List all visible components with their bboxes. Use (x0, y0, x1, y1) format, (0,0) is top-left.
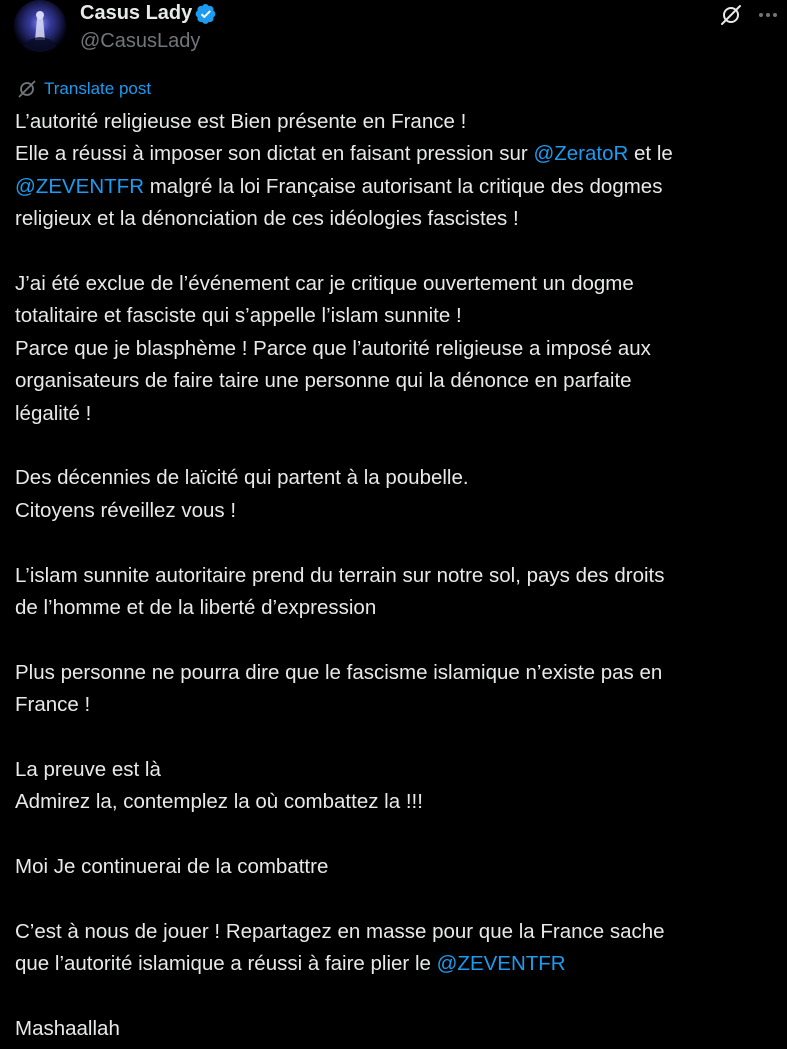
avatar-image (14, 0, 66, 52)
paragraph-gap (15, 527, 780, 559)
post-line: L’autorité religieuse est Bien présente en France ! (15, 110, 467, 133)
post-line: organisateurs de faire taire une personne qui la dénonce en parfaite (15, 369, 632, 393)
author-handle[interactable]: @CasusLady (80, 30, 201, 52)
post-text-segment: Elle a réussi à imposer son dictat en faisant pression sur (15, 142, 534, 166)
post-line: légalité ! (15, 401, 92, 425)
avatar[interactable] (14, 0, 66, 52)
paragraph-gap (15, 722, 780, 754)
paragraph-gap (15, 236, 780, 268)
paragraph-gap (15, 819, 780, 851)
mention-zeratorr-link[interactable]: @ZeratoR (533, 142, 629, 166)
post-line: La preuve est là (15, 758, 161, 782)
post-header (0, 0, 787, 64)
translate-post-label[interactable]: Translate post (44, 79, 152, 98)
post-line: J’ai été exclue de l’événement car je critique ouvertement un dogme (15, 272, 634, 296)
verified-badge-icon (195, 3, 217, 25)
post-text (15, 106, 780, 1046)
post-line: France ! (15, 693, 91, 717)
post-line: Plus personne ne pourra dire que le fascisme islamique n’existe pas en (15, 660, 663, 684)
mention-zeventfr-link[interactable]: @ZEVENTFR (436, 952, 566, 976)
more-options-icon[interactable] (756, 3, 780, 27)
translate-icon (17, 79, 37, 99)
post-line: Admirez la, contemplez la où combattez la !!! (15, 790, 423, 814)
paragraph-gap (15, 624, 780, 656)
post-line: C’est à nous de jouer ! Repartagez en masse pour que la France sache (15, 920, 665, 944)
post-line: Moi Je continuerai de la combattre (15, 855, 329, 879)
post-line: de l’homme et de la liberté d’expression (15, 596, 377, 620)
post-text-segment: et le (628, 142, 673, 166)
post-line: Parce que je blasphème ! Parce que l’autorité religieuse a imposé aux (15, 336, 651, 360)
post-line (15, 138, 780, 170)
post-line: Mashaallah (15, 1017, 120, 1041)
mention-zeventfr-link[interactable]: @ZEVENTFR (15, 174, 145, 198)
paragraph-gap (15, 884, 780, 916)
paragraph-gap (15, 430, 780, 462)
translate-post-link[interactable] (17, 78, 151, 100)
post-line (15, 171, 780, 203)
post-line: religieux et la dénonciation de ces idéologies fascistes ! (15, 207, 519, 231)
author-display-name[interactable]: Casus Lady (80, 2, 193, 24)
post-line: Citoyens réveillez vous ! (15, 498, 237, 522)
post-line: totalitaire et fasciste qui s’appelle l’islam sunnite ! (15, 304, 462, 328)
paragraph-gap (15, 981, 780, 1013)
post-line: L’islam sunnite autoritaire prend du terrain sur notre sol, pays des droits (15, 563, 665, 587)
post-text-segment: que l’autorité islamique a réussi à faire plier le (15, 952, 437, 976)
post-line (15, 948, 780, 980)
post-text-segment: malgré la loi Française autorisant la critique des dogmes (144, 174, 663, 198)
post-line: Des décennies de laïcité qui partent à la poubelle. (15, 466, 469, 490)
grok-icon[interactable] (719, 3, 743, 27)
